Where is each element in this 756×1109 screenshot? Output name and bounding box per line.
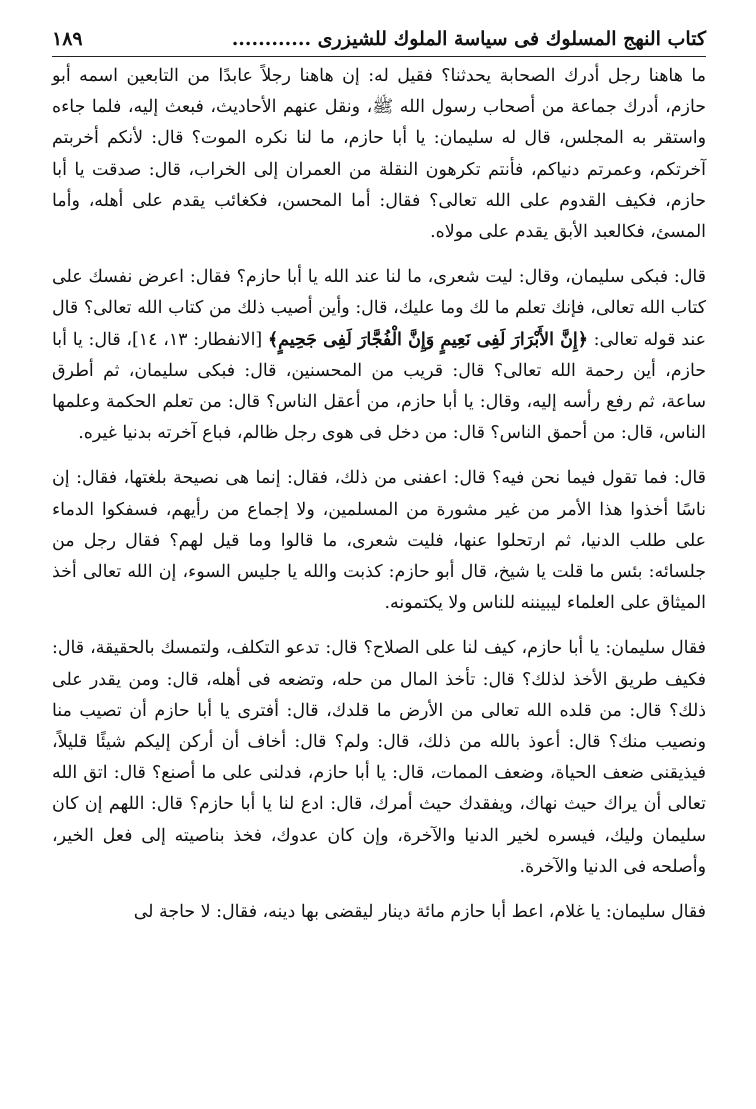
paragraph-2 (52, 262, 706, 449)
paragraph-5: فقال سليمان: يا غلام، اعط أبا حازم مائة دينار ليقضى بها دينه، فقال: لا حاجة لى (133, 902, 706, 923)
paragraph-4: فقال سليمان: يا أبا حازم، كيف لنا على الصلاح؟ قال: تدعو التكلف، ولتمسك بالحقيقة، قال: فكيف طريق الأخذ لذلك؟ قال: تأخذ المال من حله، وتضعه فى أهله، قال: ومن يقدر على ذلك؟ قال: من قلده الله تعالى من الأرض ما قلدك، قال: أفترى يا أبا حازم أن تصيب منا ونصيب منك؟ قال: أعوذ بالله من ذلك، قال: ولم؟ قال: أخاف أن أركن إليكم شيئًا قليلاً، فيذيقنى ضعف الحياة، وضعف الممات، قال: يا أبا حازم، فدلنى على ما أصنع؟ قال: اتق الله تعالى أن يراك حيث نهاك، ويفقدك حيث أمرك، قال: ادع لنا يا أبا حازم؟ قال: اللهم إن كان سليمان وليك، فيسره لخير الدنيا والآخرة، وإن كان عدوك، فخذ بناصيته إلى فعل الخير، وأصلحه فى الدنيا والآخرة. (52, 638, 706, 877)
running-header (52, 26, 706, 57)
paragraph-1: ما هاهنا رجل أدرك الصحابة يحدثنا؟ فقيل له: إن هاهنا رجلاً عابدًا من التابعين اسمه أبو حازم، أدرك جماعة من أصحاب رسول الله ﷺ، ونقل عنهم الأحاديث، فبعث إليه، فلما جاءه واستقر به المجلس، قال له سليمان: يا أبا حازم، ما لنا نكره الموت؟ قال: لأنكم أخربتم آخرتكم، وعمرتم دنياكم، فأنتم تكرهون النقلة من العمران إلى الخراب، قال: صدقت يا أبا حازم، فكيف القدوم على الله تعالى؟ فقال: أما المحسن، فكغائب يقدم على أهله، وأما المسئ، فكالعبد الأبق يقدم على مولاه. (52, 66, 706, 243)
page-number: ١٨٩ (52, 28, 83, 50)
book-title: كتاب النهج المسلوك فى سياسة الملوك للشيزرى ............ (231, 28, 706, 50)
paragraph-2-before-verse: قال: فبكى سليمان، وقال: ليت شعرى، ما لنا عند الله يا أبا حازم؟ فقال: اعرض نفسك على كتاب الله تعالى، فإنك تعلم ما لك وما عليك، قال: وأين أصيب ذلك من كتاب الله تعالى؟ قال عند قوله تعالى: (52, 267, 706, 350)
paragraph-3: قال: فما تقول فيما نحن فيه؟ قال: اعفنى من ذلك، فقال: إنما هى نصيحة بلغتها، فقال: إن ناسًا أخذوا هذا الأمر من غير مشورة من المسلمين، ولا إجماع من رأيهم، فسفكوا الدماء على طلب الدنيا، ثم ارتحلوا عنها، فليت شعرى، ما قالوا وما قيل لهم؟ فقال رجل من جلسائه: بئس ما قلت يا شيخ، قال أبو حازم: كذبت والله يا جليس السوء، إن الله تعالى أخذ الميثاق على العلماء ليبيننه للناس ولا يكتمونه. (52, 468, 706, 614)
document-page (52, 26, 706, 928)
body-text (52, 61, 706, 928)
paragraph-2-after-verse: [الانفطار: ١٣، ١٤]، قال: يا أبا حازم، أين رحمة الله تعالى؟ قال: قريب من المحسنين، قال: فبكى سليمان، ثم أطرق ساعة، ثم رفع رأسه إليه، وقال: يا أبا حازم، من أعقل الناس؟ قال: من تعلم الحكمة وعلمها الناس، قال: من أحمق الناس؟ قال: من دخل فى هوى رجل ظالم، فباع آخرته بدنيا غيره. (52, 329, 706, 444)
quran-verse: ﴿إِنَّ الأَبْرَارَ لَفِى نَعِيمٍ وَإِنَّ الْفُجَّارَ لَفِى جَحِيمٍ﴾ (267, 329, 588, 350)
